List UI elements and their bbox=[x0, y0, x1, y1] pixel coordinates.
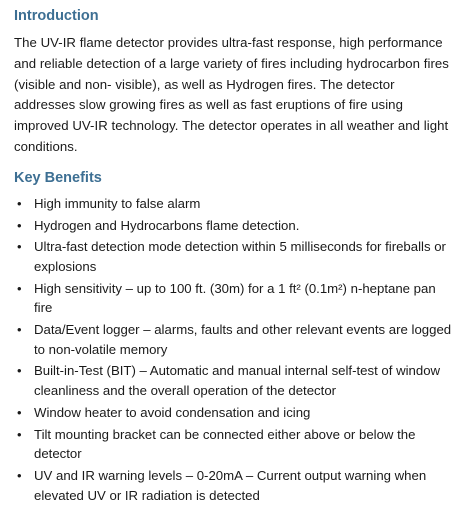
benefit-text: Window heater to avoid condensation and icing bbox=[34, 404, 311, 420]
bullet-icon: • bbox=[17, 322, 22, 338]
benefit-item bbox=[14, 279, 452, 318]
benefit-item bbox=[14, 403, 452, 423]
benefit-item bbox=[14, 320, 452, 359]
bullet-icon: • bbox=[17, 404, 22, 420]
bullet-icon: • bbox=[17, 195, 22, 211]
benefit-item bbox=[14, 466, 452, 505]
key-benefits-heading: Key Benefits bbox=[14, 169, 102, 186]
bullet-icon: • bbox=[17, 363, 22, 379]
benefit-item bbox=[14, 194, 452, 214]
benefit-text: Tilt mounting bracket can be connected either above or below the detector bbox=[34, 426, 416, 462]
benefit-item bbox=[14, 425, 452, 464]
introduction-heading: Introduction bbox=[14, 8, 99, 24]
bullet-icon: • bbox=[17, 280, 22, 296]
benefit-text: Built-in-Test (BIT) – Automatic and manual internal self-test of window cleanliness and the overall operation of the detector bbox=[34, 363, 441, 399]
key-benefits-list bbox=[14, 194, 452, 505]
benefit-text: Ultra-fast detection mode detection within 5 milliseconds for fireballs or explosions bbox=[34, 239, 446, 274]
bullet-icon: • bbox=[17, 239, 22, 255]
bullet-icon: • bbox=[17, 217, 22, 233]
benefit-item bbox=[14, 361, 452, 400]
benefit-text: High immunity to false alarm bbox=[34, 195, 201, 211]
benefit-item bbox=[14, 216, 452, 236]
benefit-text: High sensitivity – up to 100 ft. (30m) for a 1 ft² (0.1m²) n-heptane pan fire bbox=[34, 280, 436, 316]
bullet-icon: • bbox=[17, 468, 22, 483]
benefit-text: Data/Event logger – alarms, faults and other relevant events are logged to non-volatile memory bbox=[34, 322, 452, 357]
bullet-icon: • bbox=[17, 426, 22, 442]
benefit-text: Hydrogen and Hydrocarbons flame detection. bbox=[34, 217, 300, 233]
introduction-paragraph: The UV-IR flame detector provides ultra-fast response, high performance and reliable detection of a large variety of fires including hydrocarbon fires (visible and non- visible), as well as Hydrogen fires. The detector addresses slow growing fires as well as fast eruptions of fire using improved UV-IR technology. The detector operates in all weather and light conditions. bbox=[14, 35, 449, 154]
benefit-text: UV and IR warning levels – 0-20mA – Current output warning when elevated UV or IR radiation is detected bbox=[34, 468, 427, 503]
benefit-item bbox=[14, 237, 452, 276]
